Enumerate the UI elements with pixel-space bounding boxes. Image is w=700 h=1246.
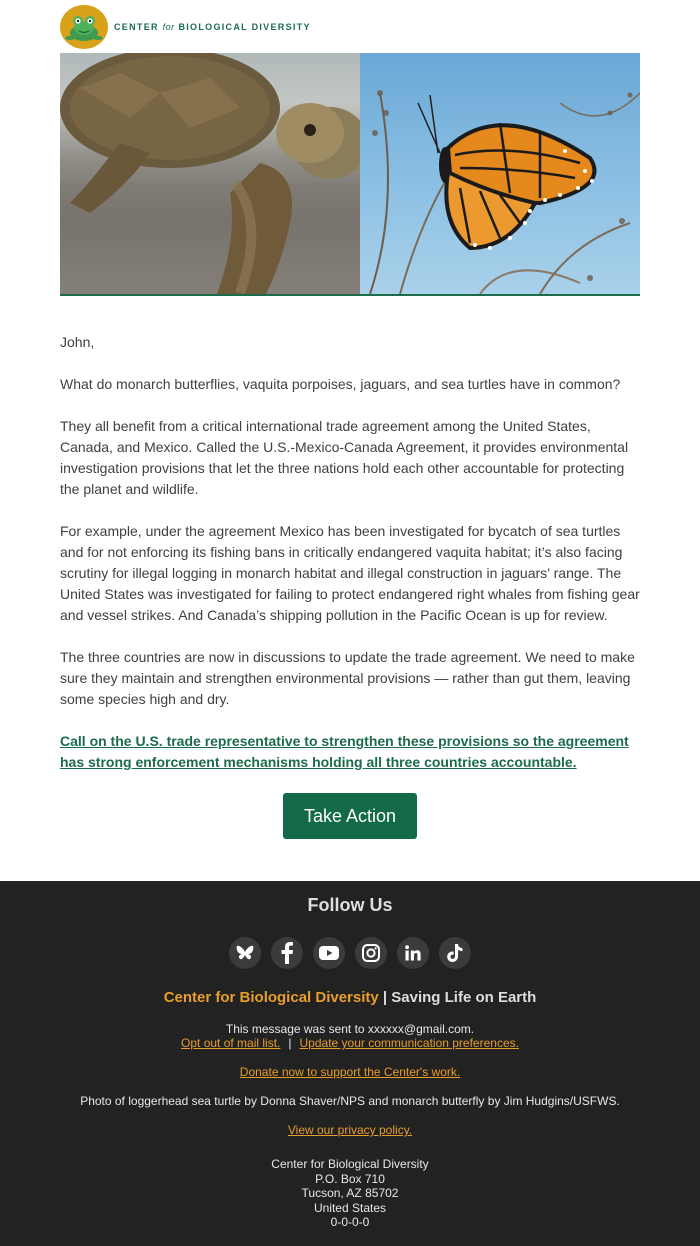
- footer: [0, 881, 700, 1246]
- hero-image: [60, 53, 640, 296]
- call-to-action-link[interactable]: Call on the U.S. trade representative to strengthen these provisions so the agreement has strong enforcement mechanisms holding all three countries accountable.: [60, 733, 629, 770]
- update-preferences-link[interactable]: Update your communication preferences.: [299, 1036, 519, 1050]
- body-paragraph: For example, under the agreement Mexico has been investigated for bycatch of sea turtles and for not enforcing its fishing bans in critically endangered vaquita habitat; it’s also facing scrutiny for illegal logging in monarch habitat and illegal construction in jaguars’ range. The United States was investigated for failing to protect endangered right whales from fishing gear and vessel strikes. And Canada’s shipping pollution in the Pacific Ocean is up for review.: [60, 523, 640, 623]
- donate-line: [0, 1065, 700, 1080]
- linkedin-icon[interactable]: [397, 937, 429, 969]
- privacy-line: [0, 1123, 700, 1138]
- body-paragraph: What do monarch butterflies, vaquita porpoises, jaguars, and sea turtles have in common?: [60, 376, 621, 392]
- tagline-slogan: | Saving Life on Earth: [378, 989, 537, 1006]
- sent-to-text: This message was sent to xxxxxx@gmail.com.: [225, 1022, 475, 1036]
- mailing-address: [0, 1157, 700, 1230]
- youtube-icon[interactable]: [313, 937, 345, 969]
- email-body: [60, 332, 640, 773]
- body-paragraph: The three countries are now in discussions to update the trade agreement. We need to make sure they maintain and strengthen environmental provisions — rather than gut them, leaving some species high and dry.: [60, 649, 635, 707]
- body-paragraph: They all benefit from a critical international trade agreement among the United States, Canada, and Mexico. Called the U.S.-Mexico-Canada Agreement, it provides environmental investigation provisions that let the three nations hold each other accountable for protecting the planet and wildlife.: [60, 418, 629, 497]
- tagline-org[interactable]: Center for Biological Diversity: [163, 989, 379, 1006]
- photo-credit: Photo of loggerhead sea turtle by Donna Shaver/NPS and monarch butterfly by Jim Hudgins/USFWS.: [80, 1094, 620, 1108]
- greeting: John,: [60, 334, 95, 350]
- address-line: Center for Biological Diversity: [271, 1157, 429, 1171]
- footer-tagline: [0, 989, 700, 1006]
- tiktok-icon[interactable]: [439, 937, 471, 969]
- sent-to-line: [0, 1022, 700, 1037]
- address-line: Tucson, AZ 85702: [301, 1186, 399, 1200]
- follow-us-heading: Follow Us: [307, 895, 393, 915]
- preferences-line: [0, 1036, 700, 1051]
- facebook-icon[interactable]: [271, 937, 303, 969]
- sea-turtle-photo: [60, 53, 360, 294]
- address-line: United States: [313, 1200, 387, 1215]
- link-separator: |: [288, 1036, 292, 1050]
- instagram-icon[interactable]: [355, 937, 387, 969]
- address-line: 0-0-0-0: [330, 1215, 370, 1229]
- org-prefix: CENTER: [114, 22, 159, 32]
- address-line: P.O. Box 710: [315, 1171, 385, 1186]
- opt-out-link[interactable]: Opt out of mail list.: [181, 1036, 281, 1050]
- take-action-button[interactable]: Take Action: [283, 793, 417, 839]
- button-row: [0, 793, 700, 839]
- monarch-butterfly-photo: [360, 53, 640, 294]
- header: [60, 4, 311, 50]
- org-wordmark[interactable]: [114, 22, 311, 32]
- bluesky-icon[interactable]: [229, 937, 261, 969]
- privacy-policy-link[interactable]: View our privacy policy.: [287, 1123, 413, 1137]
- frog-logo-icon[interactable]: [60, 5, 108, 49]
- donate-link[interactable]: Donate now to support the Center's work.: [239, 1065, 461, 1079]
- org-for: for: [162, 22, 175, 32]
- org-suffix: BIOLOGICAL DIVERSITY: [178, 22, 311, 32]
- social-links: [229, 937, 471, 969]
